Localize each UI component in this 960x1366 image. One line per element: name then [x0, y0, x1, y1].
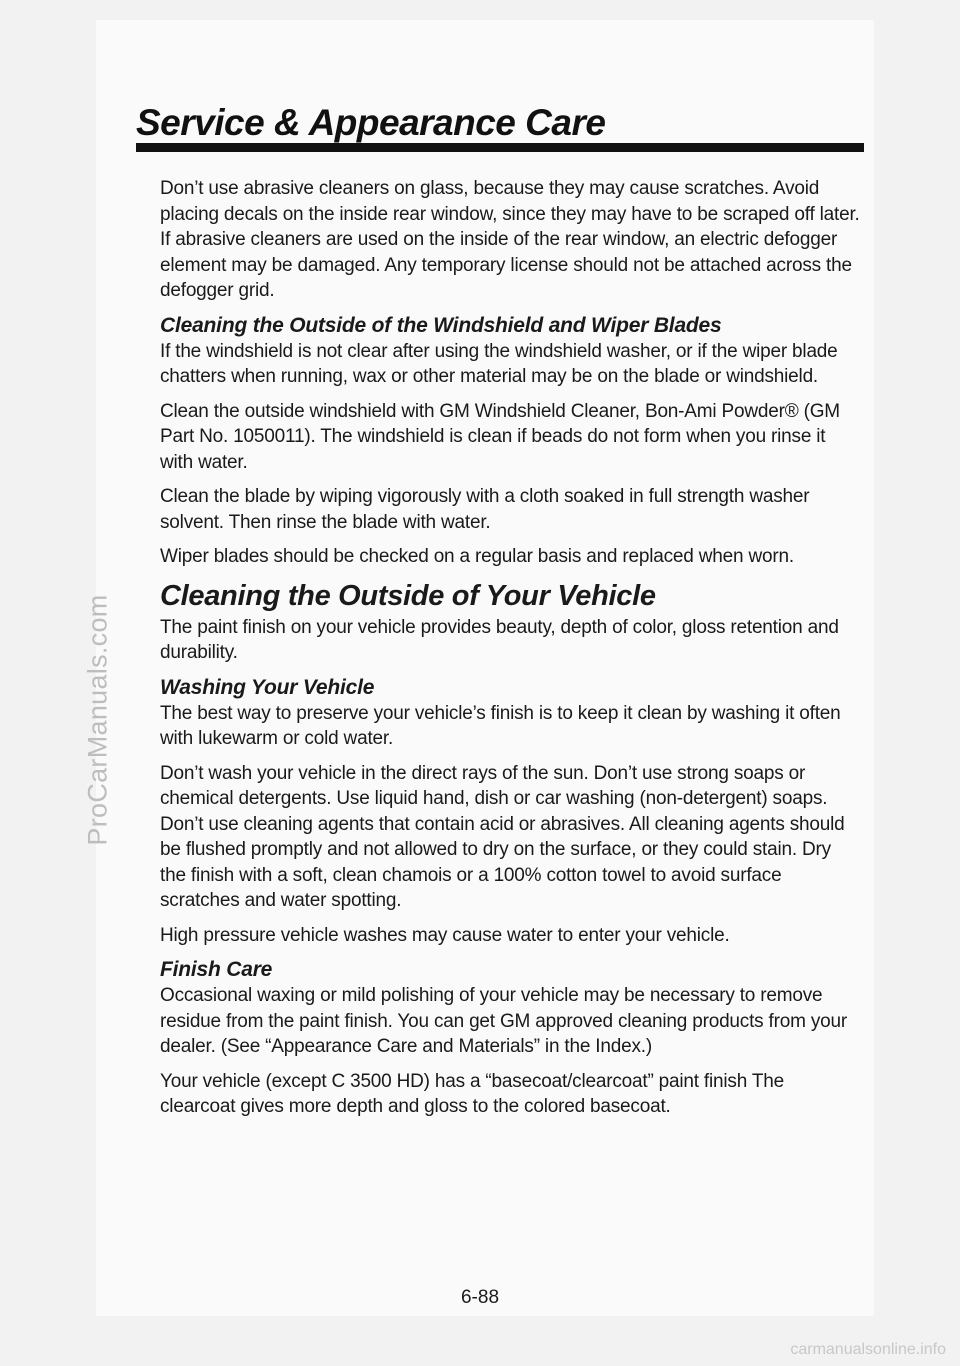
section-header-title: Service & Appearance Care: [136, 102, 606, 143]
paragraph-clean-blade: Clean the blade by wiping vigorously with a cloth soaked in full strength washer solvent. Then rinse the blade with water.: [160, 486, 810, 533]
side-watermark: ProCarManuals.com: [82, 594, 113, 846]
heading-finish-care: Finish Care: [160, 958, 273, 981]
paragraph-wiper-check: Wiper blades should be checked on a regular basis and replaced when worn.: [160, 546, 794, 567]
paragraph-high-pressure: High pressure vehicle washes may cause water to enter your vehicle.: [160, 924, 730, 946]
paragraph-preserve-finish: The best way to preserve your vehicle’s finish is to keep it clean by washing it often with lukewarm or cold water.: [160, 702, 841, 749]
paragraph-windshield-not-clear: If the windshield is not clear after using the windshield washer, or if the wiper blade chatters when running, wax or other material may be on the blade or windshield.: [160, 340, 838, 387]
paragraph-basecoat: Your vehicle (except C 3500 HD) has a “basecoat/clearcoat” paint finish The clearcoat gives more depth and gloss to the colored basecoat.: [160, 1070, 784, 1117]
page-number: 6-88: [460, 1287, 500, 1308]
page-content: [160, 176, 860, 1129]
paragraph-wash-directions: Don’t wash your vehicle in the direct rays of the sun. Don’t use strong soaps or chemical detergents. Use liquid hand, dish or car washing (non-detergent) soaps. Don’t use cleaning agents that contain acid or abrasives. All cleaning agents should be flushed promptly and not allowed to dry on the surface, or they could stain. Dry the finish with a soft, clean chamois or a 100% cotton towel to avoid surface scratches and water spotting.: [160, 762, 845, 911]
footer-watermark: carmanualsonline.info: [790, 1341, 946, 1358]
paragraph-waxing: Occasional waxing or mild polishing of your vehicle may be necessary to remove residue from the paint finish. You can get GM approved cleaning products from your dealer. (See “Appearance Care and Materials” in the Index.): [160, 985, 847, 1057]
heading-windshield-wiper-blades: Cleaning the Outside of the Windshield and Wiper Blades: [160, 313, 722, 337]
heading-cleaning-outside-vehicle: Cleaning the Outside of Your Vehicle: [160, 579, 656, 612]
paragraph-clean-windshield: Clean the outside windshield with GM Windshield Cleaner, Bon-Ami Powder® (GM Part No. 1050011). The windshield is clean if beads do not form when you rinse it with water.: [160, 400, 840, 473]
paragraph-paint-finish: The paint finish on your vehicle provides beauty, depth of color, gloss retention and durability.: [160, 616, 839, 663]
paragraph-glass-cleaners: Don’t use abrasive cleaners on glass, because they may cause scratches. Avoid placing decals on the inside rear window, since they may have to be scraped off later. If abrasive cleaners are used on the inside of the rear window, an electric defogger element may be damaged. Any temporary license should not be attached across the defogger grid.: [160, 178, 860, 301]
header-rule: [136, 143, 864, 152]
heading-washing-vehicle: Washing Your Vehicle: [160, 675, 375, 699]
